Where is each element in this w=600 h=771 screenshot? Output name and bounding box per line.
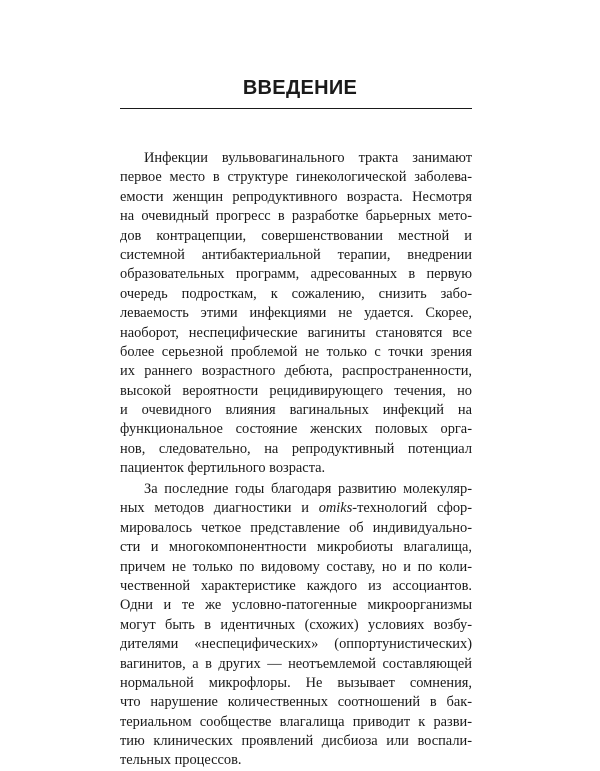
line-part: ных методов диагностики и omiks-технологий сфор- — [120, 500, 472, 517]
text-line: дителями «неспецифических» (оппортунистических) — [120, 636, 472, 653]
text-line: тию клинических проявлений дисбиоза или воспали- — [120, 733, 472, 750]
text-line: их раннего возрастного дебюта, распространенности, — [120, 363, 472, 380]
italic-term: omiks — [318, 500, 353, 517]
text-line: системной антибактериальной терапии, внедрении — [120, 246, 472, 263]
text-line: териальном сообществе влагалища приводит к разви- — [120, 713, 472, 730]
text-line: чественной характеристике каждого из ассоциантов. — [120, 577, 472, 594]
text-line: тельных процессов. — [120, 752, 242, 769]
text-line: емости женщин репродуктивного возраста. Несмотря — [120, 188, 472, 205]
text-line: вагинитов, а в других — неотъемлемой составляющей — [120, 655, 472, 672]
text-line: пациенток фертильного возраста. — [120, 460, 326, 477]
paragraph-2 — [120, 480, 472, 771]
text-line: За последние годы благодаря развитию молекуляр- — [144, 481, 472, 497]
text-line: дов контрацепции, совершенствовании местной и — [120, 227, 472, 244]
text-line: и очевидного влияния вагинальных инфекций на — [120, 402, 472, 419]
text-line: нормальной микрофлоры. Не вызывает сомнения, — [120, 674, 472, 691]
text-line — [120, 499, 472, 518]
text-line: что нарушение количественных соотношений в бак- — [120, 694, 472, 711]
text-line: Одни и те же условно-патогенные микроорганизмы — [120, 597, 472, 614]
title-underline — [120, 108, 472, 109]
heading-container — [242, 76, 358, 100]
text-line: Инфекции вульвовагинального тракта занимают — [144, 150, 472, 166]
text-line: наоборот, неспецифические вагиниты становятся все — [120, 324, 472, 341]
text-line: функциональное состояние женских половых орга- — [120, 421, 472, 438]
text-line: первое место в структуре гинекологической заболева- — [120, 169, 472, 186]
text-line: более серьезной проблемой не только с точки зрения — [120, 343, 472, 360]
text-line: причем не только по видовому составу, но и по коли- — [120, 558, 472, 575]
page-title: ВВЕДЕНИЕ — [242, 77, 358, 99]
text-line: на очевидный прогресс в разработке барьерных мето- — [120, 208, 472, 225]
paragraph-1 — [120, 149, 472, 479]
text-line: могут быть в идентичных (схожих) условиях возбу- — [120, 616, 472, 633]
text-line: леваемость этими инфекциями не удается. Скорее, — [120, 305, 472, 322]
text-line: мировалось четкое представление об индивидуально- — [120, 519, 472, 536]
text-line: нов, следовательно, на репродуктивный потенциал — [120, 440, 472, 457]
text-line: очередь подросткам, к сожалению, снизить забо- — [120, 285, 472, 302]
text-line: сти и многокомпонентности микробиоты влагалища, — [120, 539, 472, 556]
text-line: высокой вероятности рецидивирующего течения, но — [120, 382, 472, 399]
text-line: образовательных программ, адресованных в первую — [120, 266, 472, 283]
